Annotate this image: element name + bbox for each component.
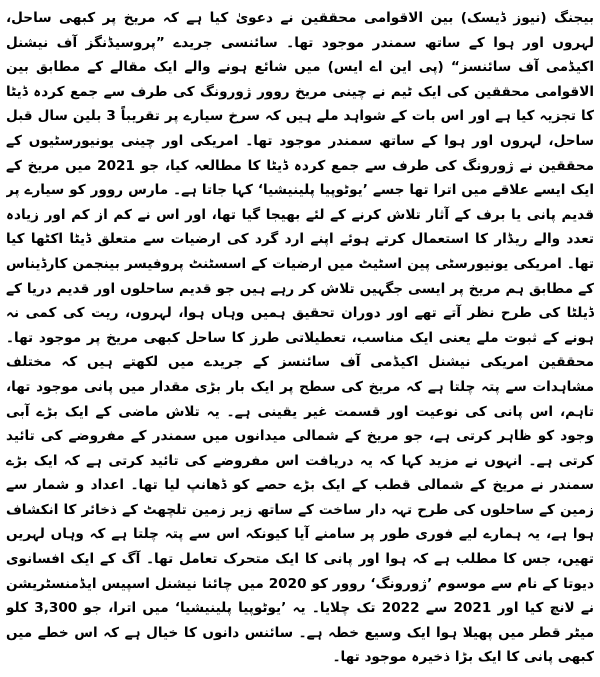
article-body-paragraph: بیجنگ (نیوز ڈیسک) بین الاقوامی محققین نے دعویٰ کیا ہے کہ مریخ پر کبھی ساحل، لہروں اور ہوا کے ساتھ سمندر موجود تھا۔ سائنسی جریدے ”پروسیڈنگز آف نیشنل اکیڈمی آف سائنسز“ (پی این اے ایس) میں شائع ہونے والے ایک مقالے کے مطابق بین الاقوامی محققین کی ایک ٹیم نے چینی مریخ روور ژورونگ کی طرف سے جمع کردہ ڈیٹا کا تجزیہ کیا ہے اور اس بات کے شواہد ملے ہیں کہ سرخ سیارے پر تقریباً 3 بلین سال قبل ساحل، لہروں اور ہوا کے ساتھ سمندر موجود تھا۔ امریکی اور چینی یونیورسٹیوں کے محققین نے ژورونگ کی طرف سے جمع کردہ ڈیٹا کا مطالعہ کیا، جو 2021 میں مریخ کے ایک ایسے علاقے میں اترا تھا جسے ’یوٹوپیا پلینیشیا‘ کہا جاتا ہے۔ مارس روور کو سیارے پر قدیم پانی یا برف کے آثار تلاش کرنے کے لئے بھیجا گیا تھا، اور اس نے کم از کم اور زیادہ تعدد والے ریڈار کا استعمال کرتے ہوئے اپنے ارد گرد کی ارضیات سے متعلق ڈیٹا اکٹھا کیا تھا۔ امریکی یونیورسٹی پین اسٹیٹ میں ارضیات کے اسسٹنٹ پروفیسر بینجمن کارڈیناس کے مطابق ہم مریخ پر ایسی جگہیں تلاش کر رہے ہیں جو قدیم ساحلوں اور قدیم دریا کے ڈیلٹا کی طرح نظر آتے تھے اور دوران تحقیق ہمیں وہاں ہوا، لہروں، ریت کی کمی نہ ہونے کے ثبوت ملے یعنی ایک مناسب، تعطیلاتی طرز کا ساحل کبھی مریخ پر موجود تھا۔ محققین امریکی نیشنل اکیڈمی آف سائنسز کے جریدے میں لکھتے ہیں کہ مختلف مشاہدات سے پتہ چلتا ہے کہ مریخ کی سطح پر ایک بار بڑی مقدار میں پانی موجود تھا، تاہم، اس پانی کی نوعیت اور قسمت غیر یقینی ہے۔ یہ تلاش ماضی کے ایک بڑے آبی وجود کو ظاہر کرتی ہے، جو مریخ کے شمالی میدانوں میں سمندر کے مفروضے کی تائید کرتی ہے۔ انہوں نے مزید کہا کہ یہ دریافت اس مفروضے کی تائید کرتی ہے کہ ایک بڑے سمندر نے مریخ کے شمالی قطب کے ایک بڑے حصے کو ڈھانپ لیا تھا۔ اعداد و شمار سے زمین کے ساحلوں کی طرح تہہ دار ساخت کے ساتھ زیر زمین تلچھٹ کے ذخائر کا انکشاف ہوا ہے، یہ ہمارے لیے فوری طور پر سامنے آیا کیونکہ اس سے پتہ چلتا ہے کہ وہاں لہریں تھیں، جس کا مطلب ہے کہ ہوا اور پانی کا ایک متحرک تعامل تھا۔ آگ کے ایک افسانوی دیوتا کے نام سے موسوم ’ژورونگ‘ روور کو 2020 میں چائنا نیشنل اسپیس ایڈمنسٹریشن نے لانچ کیا اور 2021 سے 2022 تک چلایا۔ یہ ’یوٹوپیا پلینیشیا‘ میں اترا، جو 3,300 کلو میٹر قطر میں پھیلا ہوا ایک وسیع خطہ ہے۔ سائنس دانوں کا خیال ہے کہ اس خطے میں کبھی پانی کا ایک بڑا ذخیرہ موجود تھا۔ <box>6 10 594 666</box>
news-article <box>6 6 594 671</box>
